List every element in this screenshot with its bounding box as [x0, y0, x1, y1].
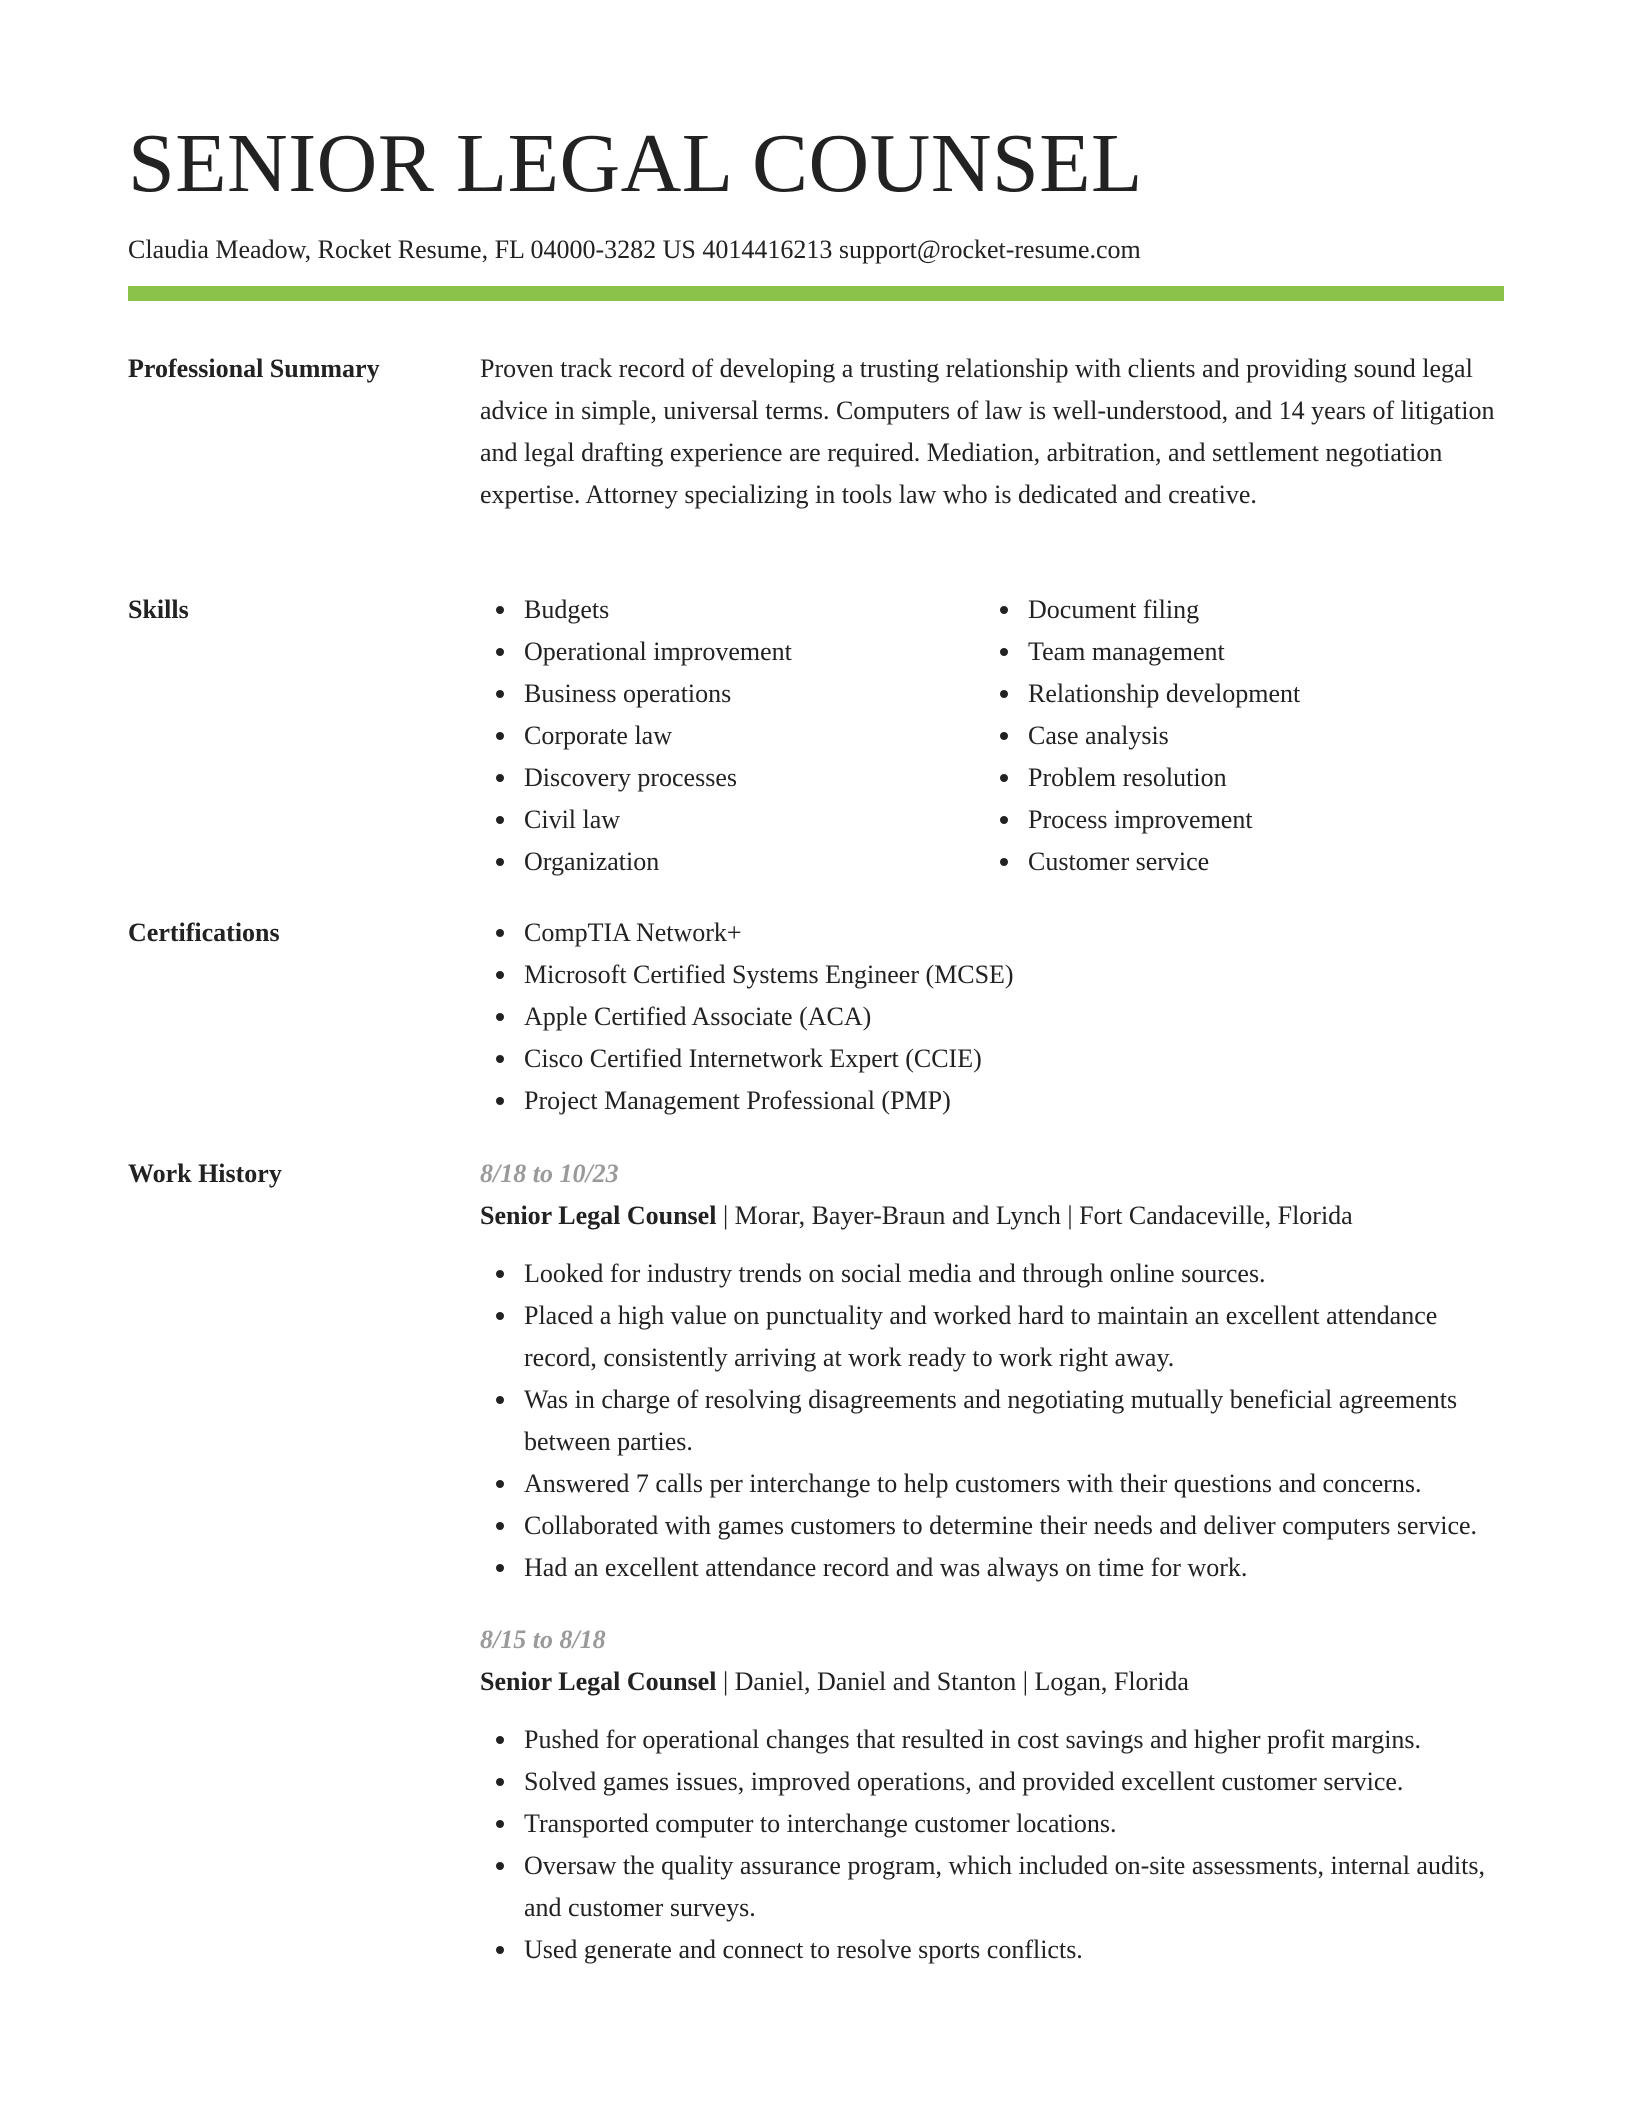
certifications-body — [480, 912, 1504, 1122]
summary-text: Proven track record of developing a trusting relationship with clients and providing sound legal advice in simple, universal terms. Computers of law is well-understood, and 14 years of litigation and legal drafting experience are required. Mediation, arbitration, and settlement negotiation expertise. Attorney specializing in tools law who is dedicated and creative. — [480, 354, 1495, 509]
skill-item: Organization — [524, 841, 984, 883]
skill-item: Team management — [1028, 631, 1548, 673]
skills-heading: Skills — [128, 595, 189, 624]
job-bullet: Had an excellent attendance record and was always on time for work. — [524, 1547, 1504, 1589]
skill-item: Corporate law — [524, 715, 984, 757]
skill-item: Problem resolution — [1028, 757, 1548, 799]
skill-item: Business operations — [524, 673, 984, 715]
skill-item: Operational improvement — [524, 631, 984, 673]
certification-item: Cisco Certified Internetwork Expert (CCIE) — [524, 1038, 1504, 1080]
skill-item: Civil law — [524, 799, 984, 841]
job-bullet: Looked for industry trends on social media and through online sources. — [524, 1253, 1504, 1295]
summary-heading: Professional Summary — [128, 354, 380, 383]
skill-item: Budgets — [524, 589, 984, 631]
contact-info: Claudia Meadow, Rocket Resume, FL 04000-3282 US 4014416213 support@rocket-resume.com — [128, 235, 1141, 264]
job-heading — [480, 1661, 1504, 1703]
job-bullet: Placed a high value on punctuality and worked hard to maintain an excellent attendance record, consistently arriving at work ready to work right away. — [524, 1295, 1504, 1379]
skills-grid — [480, 589, 1504, 883]
job-details: | Daniel, Daniel and Stanton | Logan, Florida — [716, 1667, 1189, 1696]
skill-item: Discovery processes — [524, 757, 984, 799]
job-bullets — [480, 1253, 1504, 1589]
skill-item: Case analysis — [1028, 715, 1548, 757]
job-bullet: Answered 7 calls per interchange to help customers with their questions and concerns. — [524, 1463, 1504, 1505]
work-history-body — [480, 1153, 1504, 2001]
skill-item: Relationship development — [1028, 673, 1548, 715]
job-bullet: Was in charge of resolving disagreements and negotiating mutually beneficial agreements between parties. — [524, 1379, 1504, 1463]
job-dates: 8/15 to 8/18 — [480, 1625, 606, 1654]
header-divider — [128, 286, 1504, 301]
skills-list-left — [480, 589, 984, 883]
skill-item: Process improvement — [1028, 799, 1548, 841]
job-details: | Morar, Bayer-Braun and Lynch | Fort Candaceville, Florida — [716, 1201, 1353, 1230]
certifications-list — [480, 912, 1504, 1122]
skill-item: Document filing — [1028, 589, 1548, 631]
job-bullet: Collaborated with games customers to determine their needs and deliver computers service. — [524, 1505, 1504, 1547]
resume-title: SENIOR LEGAL COUNSEL — [128, 117, 1143, 210]
certification-item: Microsoft Certified Systems Engineer (MCSE) — [524, 954, 1504, 996]
certifications-heading: Certifications — [128, 918, 280, 947]
skills-list-right — [984, 589, 1548, 883]
summary-body — [480, 348, 1504, 516]
job-bullet: Solved games issues, improved operations, and provided excellent customer service. — [524, 1761, 1504, 1803]
certification-item: CompTIA Network+ — [524, 912, 1504, 954]
job-bullet: Transported computer to interchange customer locations. — [524, 1803, 1504, 1845]
job-role: Senior Legal Counsel — [480, 1201, 717, 1230]
job-bullets — [480, 1719, 1504, 1971]
job-bullet: Oversaw the quality assurance program, which included on-site assessments, internal audits, and customer surveys. — [524, 1845, 1504, 1929]
job-dates: 8/18 to 10/23 — [480, 1159, 619, 1188]
skill-item: Customer service — [1028, 841, 1548, 883]
job-heading — [480, 1195, 1504, 1237]
job-bullet: Used generate and connect to resolve sports conflicts. — [524, 1929, 1504, 1971]
job-role: Senior Legal Counsel — [480, 1667, 717, 1696]
certification-item: Apple Certified Associate (ACA) — [524, 996, 1504, 1038]
job-entry — [480, 1153, 1504, 1589]
work-history-heading: Work History — [128, 1159, 282, 1188]
skills-body — [480, 589, 1504, 883]
job-bullet: Pushed for operational changes that resulted in cost savings and higher profit margins. — [524, 1719, 1504, 1761]
job-entry — [480, 1619, 1504, 1971]
certification-item: Project Management Professional (PMP) — [524, 1080, 1504, 1122]
